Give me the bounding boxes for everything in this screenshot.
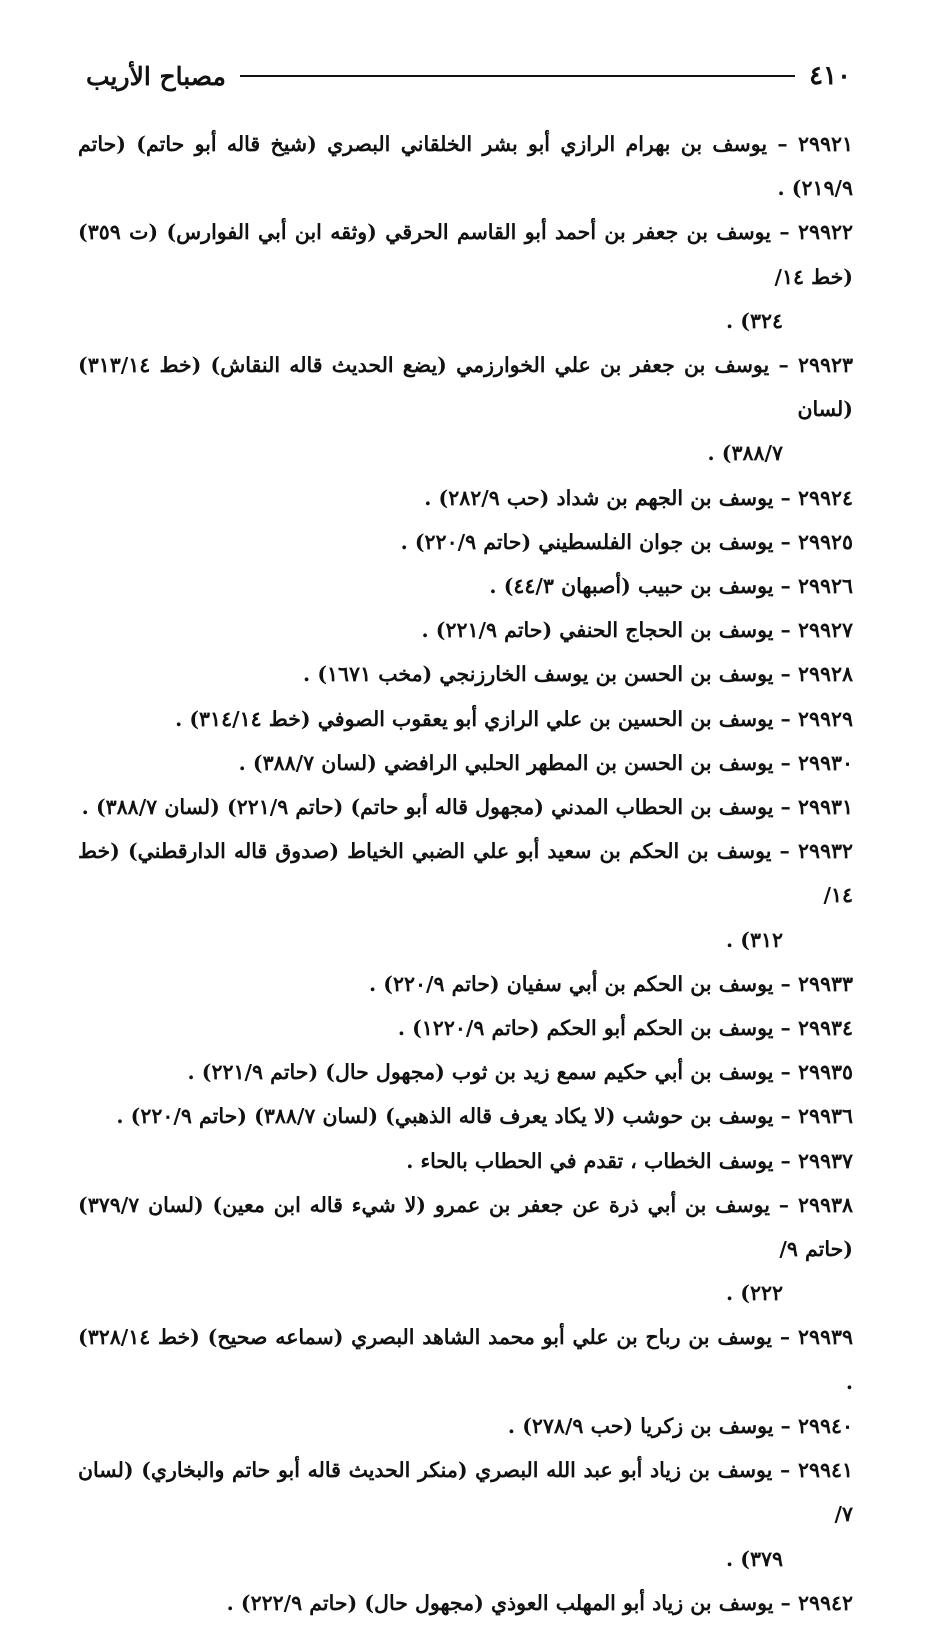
entry-text: ٢٩٩٢٧ – يوسف بن الحجاج الحنفي (حاتم ٢٢١/٩) .: [421, 618, 853, 643]
entry: [78, 1448, 853, 1581]
entry: [78, 785, 853, 829]
entry-text: ٢٩٩٢١ – يوسف بن بهرام الرازي أبو بشر الخلقاني البصري (شيخ قاله أبو حاتم) (حاتم ٢١٩/٩) .: [78, 132, 853, 201]
entry: [78, 564, 853, 608]
entry: [78, 1139, 853, 1183]
entry: [78, 476, 853, 520]
entry-text: ٢٩٩٣٥ – يوسف بن أبي حكيم سمع زيد بن ثوب (مجهول حال) (حاتم ٢٢١/٩) .: [187, 1060, 853, 1085]
entry-text: ٢٩٩٣٩ – يوسف بن رباح بن علي أبو محمد الشاهد البصري (سماعه صحيح) (خط ٣٢٨/١٤) .: [78, 1325, 853, 1394]
entry-text: ٢٩٩٣٤ – يوسف بن الحكم أبو الحكم (حاتم ١٢٢٠/٩) .: [397, 1016, 853, 1041]
entry-text: ٢٩٩٤٠ – يوسف بن زكريا (حب ٢٧٨/٩) .: [507, 1413, 853, 1438]
entry: [78, 1183, 853, 1316]
entry-text: ٢٩٩٢٨ – يوسف بن الحسن بن يوسف الخارزنجي (مخب ١٦٧١) .: [303, 662, 853, 687]
entry: [78, 1094, 853, 1138]
entry-text: ٢٩٩٣٢ – يوسف بن الحكم بن سعيد أبو علي الضبي الخياط (صدوق قاله الدارقطني) (خط ١٤/: [78, 839, 853, 908]
entry: [78, 829, 853, 962]
entry-text: ٢٩٩٢٢ – يوسف بن جعفر بن أحمد أبو القاسم الحرقي (وثقه ابن أبي الفوارس) (ت ٣٥٩) (خط ١٤/: [78, 220, 853, 289]
entry: [78, 741, 853, 785]
entry: [78, 1315, 853, 1403]
entry: [78, 210, 853, 343]
entry: [78, 652, 853, 696]
entry-continuation: ٣٨٨/٧) .: [707, 441, 783, 466]
entry-text: ٢٩٩٢٤ – يوسف بن الجهم بن شداد (حب ٢٨٢/٩) .: [424, 485, 853, 510]
page-number: ٤١٠: [809, 61, 851, 91]
entry-text: ٢٩٩٣١ – يوسف بن الحطاب المدني (مجهول قاله أبو حاتم) (حاتم ٢٢١/٩) (لسان ٣٨٨/٧) .: [81, 795, 853, 820]
entry: [78, 1581, 853, 1625]
entry-text: ٢٩٩٣٦ – يوسف بن حوشب (لا يكاد يعرف قاله الذهبي) (لسان ٣٨٨/٧) (حاتم ٢٢٠/٩) .: [116, 1104, 853, 1129]
entry: [78, 520, 853, 564]
entry-text: ٢٩٩٤١ – يوسف بن زياد أبو عبد الله البصري (منكر الحديث قاله أبو حاتم والبخاري) (لسان ٧/: [78, 1458, 853, 1527]
entry-text: ٢٩٩٣٠ – يوسف بن الحسن بن المطهر الحلبي الرافضي (لسان ٣٨٨/٧) .: [238, 750, 853, 775]
entry: [78, 1006, 853, 1050]
entry-text: ٢٩٩٤٢ – يوسف بن زياد أبو المهلب العوذي (مجهول حال) (حاتم ٢٢٢/٩) .: [226, 1590, 853, 1615]
entry-text: ٢٩٩٣٨ – يوسف بن أبي ذرة عن جعفر بن عمرو (لا شيء قاله ابن معين) (لسان ٣٧٩/٧) (حاتم ٩/: [78, 1192, 853, 1262]
entry-list: [78, 122, 853, 1625]
entry-text: ٢٩٩٣٧ – يوسف الخطاب ، تقدم في الحطاب بالحاء .: [406, 1148, 853, 1173]
entry-text: ٢٩٩٣٣ – يوسف بن الحكم بن أبي سفيان (حاتم ٢٢٠/٩) .: [368, 971, 853, 996]
entry: [78, 343, 853, 476]
entry: [78, 962, 853, 1006]
page-header: [86, 56, 851, 96]
entry-text: ٢٩٩٢٦ – يوسف بن حبيب (أصبهان ٤٤/٣) .: [489, 574, 853, 599]
entry-text: ٢٩٩٢٩ – يوسف بن الحسين بن علي الرازي أبو يعقوب الصوفي (خط ٣١٤/١٤) .: [175, 706, 853, 731]
entry-continuation: ٢٢٢) .: [725, 1281, 783, 1306]
entry: [78, 608, 853, 652]
entry: [78, 1404, 853, 1448]
entry-text: ٢٩٩٢٥ – يوسف بن جوان الفلسطيني (حاتم ٢٢٠/٩) .: [400, 529, 853, 554]
entry: [78, 697, 853, 741]
entry: [78, 1050, 853, 1094]
book-title: مصباح الأريب: [86, 61, 226, 91]
entry-text: ٢٩٩٢٣ – يوسف بن جعفر بن علي الخوارزمي (يضع الحديث قاله النقاش) (خط ٣١٣/١٤) (لسان: [78, 353, 853, 422]
entry-continuation: ٣١٢) .: [725, 927, 783, 952]
entry: [78, 122, 853, 210]
entry-continuation: ٣٧٩) .: [725, 1546, 783, 1571]
entry-continuation: ٣٢٤) .: [725, 308, 783, 333]
header-rule: [240, 75, 795, 77]
